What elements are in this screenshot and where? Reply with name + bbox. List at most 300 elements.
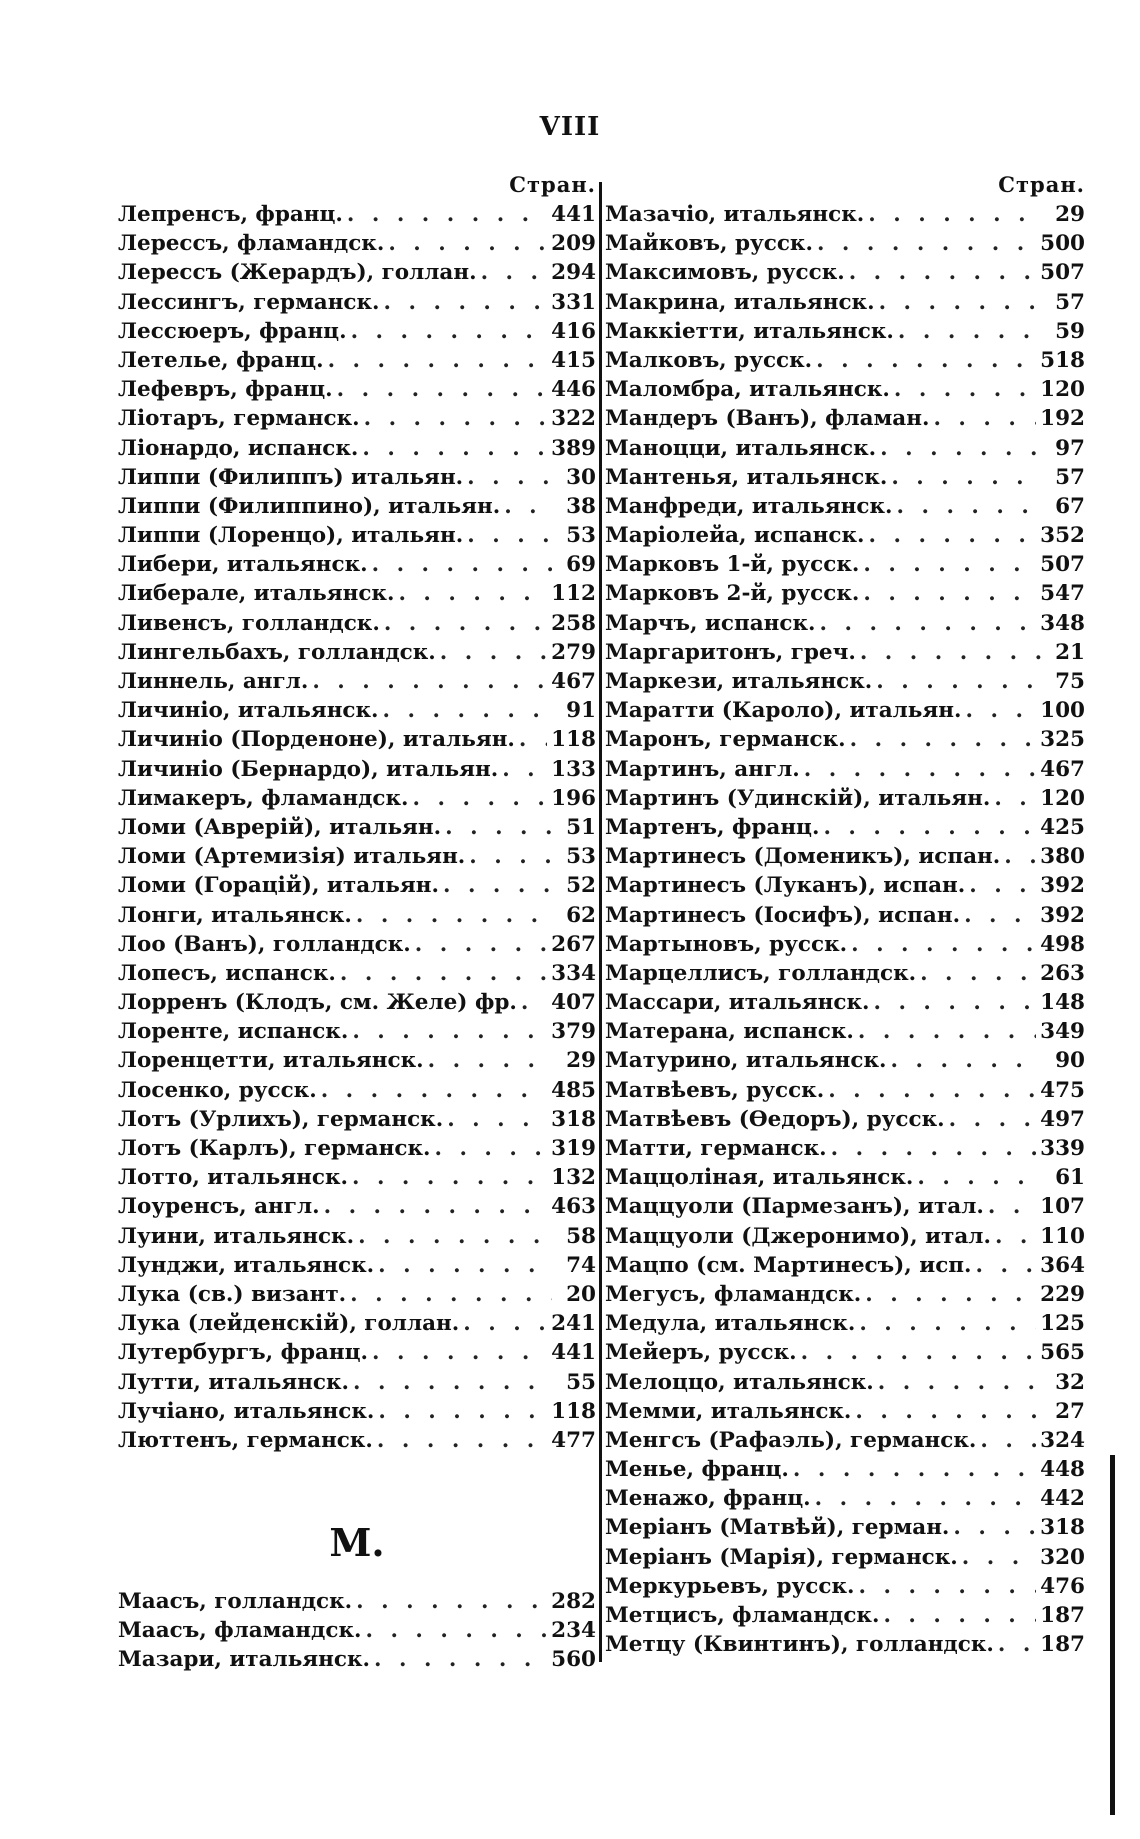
leader-dots xyxy=(962,696,1037,725)
entry-name: Маккіетти, итальянск. xyxy=(605,318,894,344)
leader-dots xyxy=(845,258,1036,287)
index-entry xyxy=(118,1222,596,1251)
leader-dots xyxy=(360,404,548,433)
entry-page: 187 xyxy=(1040,1632,1085,1658)
entry-name: Мантенья, итальянск. xyxy=(605,464,888,490)
index-entry xyxy=(605,1513,1085,1542)
entry-page: 57 xyxy=(1055,289,1085,315)
leader-dots xyxy=(465,842,552,871)
leader-dots xyxy=(349,1368,552,1397)
entry-name: Лессюеръ, франц. xyxy=(118,318,347,344)
entry-page: 67 xyxy=(1055,493,1085,519)
leader-dots xyxy=(887,463,1041,492)
entry-name: Лонги, итальянск. xyxy=(118,902,352,928)
index-entry xyxy=(605,229,1085,258)
leader-dots xyxy=(346,1280,552,1309)
entry-page: 294 xyxy=(551,260,596,286)
entry-name: Мацпо (см. Мартинесъ), исп. xyxy=(605,1252,972,1278)
entry-name: Лутти, итальянск. xyxy=(118,1369,350,1395)
entry-page: 497 xyxy=(1040,1106,1085,1132)
entry-page: 467 xyxy=(551,669,596,694)
leader-dots xyxy=(854,1017,1036,1046)
entry-name: Ліонардо, испанск. xyxy=(118,435,359,461)
leader-dots xyxy=(813,229,1036,258)
leader-dots xyxy=(958,1543,1036,1572)
index-entry xyxy=(605,1046,1085,1075)
entry-name: Ліотаръ, германск. xyxy=(118,406,360,432)
entry-page: 331 xyxy=(551,289,596,315)
index-entry xyxy=(118,1616,596,1645)
leader-dots xyxy=(879,1601,1036,1630)
index-entry xyxy=(605,1543,1085,1572)
entry-name: Малковъ, русск. xyxy=(605,347,813,373)
entry-name: Люттенъ, германск. xyxy=(118,1427,373,1453)
entry-name: Маццуоли (Пармезанъ), итал. xyxy=(605,1194,984,1220)
index-entry xyxy=(605,871,1085,900)
index-entry xyxy=(118,988,596,1017)
index-entry xyxy=(118,1251,596,1280)
index-entry xyxy=(118,404,596,433)
entry-page: 349 xyxy=(1040,1019,1085,1045)
entry-name: Максимовъ, русск. xyxy=(605,260,845,286)
entry-page: 477 xyxy=(551,1427,596,1453)
index-entry xyxy=(118,1645,596,1674)
entry-name: Массари, итальянск. xyxy=(605,990,870,1016)
index-entry xyxy=(118,1587,596,1616)
leader-dots xyxy=(991,1222,1036,1251)
leader-dots xyxy=(893,492,1042,521)
entry-page: 229 xyxy=(1040,1281,1085,1307)
index-entry xyxy=(605,1455,1085,1484)
entry-page: 61 xyxy=(1055,1165,1085,1191)
index-entry xyxy=(118,1426,596,1455)
entry-page: 441 xyxy=(551,1340,596,1366)
right-column xyxy=(605,170,1085,1659)
entry-name: Мартенъ, франц. xyxy=(605,814,820,840)
entry-page: 565 xyxy=(1040,1340,1085,1366)
index-entry xyxy=(605,200,1085,229)
entry-page: 507 xyxy=(1040,552,1085,578)
index-entry xyxy=(118,375,596,404)
entry-name: Маратти (Кароло), итальян. xyxy=(605,698,962,724)
entry-name: Лерессъ, фламандск. xyxy=(118,231,385,257)
index-entry xyxy=(118,1046,596,1075)
entry-name: Мартыновъ, русск. xyxy=(605,931,848,957)
index-entry xyxy=(118,200,596,229)
index-entry xyxy=(605,1572,1085,1601)
entry-page: 196 xyxy=(551,785,596,811)
index-entry xyxy=(605,813,1085,842)
leader-dots xyxy=(875,288,1041,317)
index-entry xyxy=(605,1222,1085,1251)
entry-page: 107 xyxy=(1040,1194,1085,1220)
index-entry xyxy=(605,1192,1085,1221)
entry-name: Мазари, итальянск. xyxy=(118,1647,371,1673)
entry-name: Линнель, англ. xyxy=(118,669,309,694)
entry-name: Липпи (Филиппъ) итальян. xyxy=(118,464,464,490)
leader-dots xyxy=(859,579,1036,608)
entry-name: Мартинъ (Удинскій), итальян. xyxy=(605,785,991,811)
entry-name: Матти, германск. xyxy=(605,1136,827,1161)
entry-page: 463 xyxy=(551,1194,596,1220)
index-entry xyxy=(605,1017,1085,1046)
entry-name: Метцисъ, фламандск. xyxy=(605,1603,880,1628)
leader-dots xyxy=(333,375,547,404)
entry-page: 58 xyxy=(566,1223,596,1249)
leader-dots xyxy=(394,579,547,608)
entry-page: 125 xyxy=(1040,1311,1085,1337)
leader-dots xyxy=(308,667,547,696)
leader-dots xyxy=(424,1046,552,1075)
entry-name: Матурино, итальянск. xyxy=(605,1048,887,1074)
index-entry xyxy=(605,463,1085,492)
entry-name: Липпи (Лоренцо), итальян. xyxy=(118,523,464,549)
entry-page: 132 xyxy=(551,1165,596,1191)
entry-name: Либери, итальянск. xyxy=(118,552,368,578)
leader-dots xyxy=(380,609,547,638)
entry-name: Лотто, итальянск. xyxy=(118,1165,348,1191)
entry-name: Лучіано, итальянск. xyxy=(118,1398,375,1424)
leader-dots xyxy=(336,959,547,988)
entry-page: 38 xyxy=(566,493,596,519)
index-entry xyxy=(118,1309,596,1338)
index-entry xyxy=(605,550,1085,579)
leader-dots xyxy=(824,1076,1036,1105)
entry-page: 263 xyxy=(1040,960,1085,986)
leader-dots xyxy=(515,725,547,754)
index-entry xyxy=(118,1192,596,1221)
index-entry xyxy=(605,404,1085,433)
entry-name: Лимакеръ, фламандск. xyxy=(118,785,409,811)
leader-dots xyxy=(441,813,552,842)
entry-page: 29 xyxy=(1055,202,1085,227)
entry-page: 407 xyxy=(551,990,596,1016)
entry-name: Маццоліная, итальянск. xyxy=(605,1165,914,1191)
entry-name: Маццуоли (Джеронимо), итал. xyxy=(605,1223,991,1249)
entry-page: 74 xyxy=(566,1252,596,1278)
entry-page: 62 xyxy=(566,902,596,928)
entry-name: Марчъ, испанск. xyxy=(605,610,816,636)
leader-dots xyxy=(811,1484,1036,1513)
entry-name: Ливенсъ, голландск. xyxy=(118,610,380,636)
index-entry xyxy=(605,1368,1085,1397)
entry-name: Манфреди, итальянск. xyxy=(605,493,893,519)
entry-page: 318 xyxy=(551,1106,596,1132)
leader-dots xyxy=(864,200,1041,229)
index-entry xyxy=(118,579,596,608)
leader-dots xyxy=(855,1572,1037,1601)
entry-page: 322 xyxy=(551,406,596,432)
leader-dots xyxy=(913,1163,1041,1192)
index-entry xyxy=(118,667,596,696)
leader-dots xyxy=(990,784,1036,813)
leader-dots xyxy=(368,550,552,579)
entry-page: 446 xyxy=(551,377,596,403)
leader-dots xyxy=(797,1338,1037,1367)
entry-name: Маасъ, фламандск. xyxy=(118,1618,362,1644)
entry-page: 507 xyxy=(1040,260,1085,286)
entry-name: Маноцци, итальянск. xyxy=(605,435,877,461)
entry-name: Мартинъ, англ. xyxy=(605,756,800,782)
entry-page: 325 xyxy=(1040,727,1085,753)
entry-page: 112 xyxy=(551,581,596,607)
leader-dots xyxy=(324,346,548,375)
entry-name: Мейеръ, русск. xyxy=(605,1340,797,1366)
index-entry xyxy=(118,1105,596,1134)
right-entry-list xyxy=(605,200,1085,1659)
index-entry xyxy=(118,1280,596,1309)
entry-page: 318 xyxy=(1040,1515,1085,1541)
entry-page: 32 xyxy=(1055,1369,1085,1395)
entry-name: Ломи (Аврерій), итальян. xyxy=(118,814,442,840)
entry-name: Матерана, испанск. xyxy=(605,1019,854,1045)
entry-name: Лотъ (Карлъ), германск. xyxy=(118,1136,431,1161)
entry-name: Меріанъ (Марія), германск. xyxy=(605,1544,958,1570)
entry-page: 59 xyxy=(1055,318,1085,344)
entry-page: 53 xyxy=(566,844,596,870)
index-entry xyxy=(118,521,596,550)
entry-page: 120 xyxy=(1040,377,1085,403)
entry-name: Мартинесъ (Доменикъ), испан. xyxy=(605,844,1001,870)
index-entry xyxy=(118,784,596,813)
index-entry xyxy=(605,346,1085,375)
index-entry xyxy=(118,930,596,959)
index-entry xyxy=(605,842,1085,871)
entry-page: 52 xyxy=(566,873,596,899)
leader-dots xyxy=(430,1134,547,1163)
entry-name: Луини, итальянск. xyxy=(118,1223,355,1249)
entry-page: 380 xyxy=(1040,844,1085,870)
entry-page: 392 xyxy=(1040,902,1085,928)
entry-page: 192 xyxy=(1040,406,1085,432)
leader-dots xyxy=(317,1076,547,1105)
leader-dots xyxy=(1000,842,1036,871)
entry-page: 30 xyxy=(566,464,596,490)
leader-dots xyxy=(411,930,547,959)
entry-name: Мегусъ, фламандск. xyxy=(605,1281,862,1307)
index-entry xyxy=(605,901,1085,930)
entry-name: Летелье, франц. xyxy=(118,347,324,373)
entry-name: Ломи (Горацій), итальян. xyxy=(118,873,439,899)
entry-page: 416 xyxy=(551,318,596,344)
entry-name: Марковъ 2-й, русск. xyxy=(605,581,860,607)
index-entry xyxy=(605,1076,1085,1105)
index-entry xyxy=(118,871,596,900)
entry-name: Лунджи, итальянск. xyxy=(118,1252,375,1278)
entry-name: Лерессъ (Жерардъ), голлан. xyxy=(118,260,477,286)
index-entry xyxy=(118,696,596,725)
entry-name: Лука (св.) визант. xyxy=(118,1281,347,1307)
index-entry xyxy=(118,550,596,579)
leader-dots xyxy=(320,1192,548,1221)
leader-dots xyxy=(343,200,547,229)
index-entry xyxy=(605,755,1085,784)
leader-dots xyxy=(976,1426,1036,1455)
leader-dots xyxy=(984,1192,1036,1221)
page-edge-mark xyxy=(1110,1455,1115,1815)
leader-dots xyxy=(347,317,548,346)
index-entry xyxy=(605,988,1085,1017)
index-entry xyxy=(118,959,596,988)
index-entry xyxy=(605,1426,1085,1455)
leader-dots xyxy=(929,404,1036,433)
entry-page: 415 xyxy=(551,347,596,373)
index-entry xyxy=(118,1017,596,1046)
entry-page: 498 xyxy=(1040,931,1085,957)
leader-dots xyxy=(872,667,1041,696)
entry-name: Маріолейа, испанск. xyxy=(605,523,865,549)
entry-name: Липпи (Филиппино), итальян. xyxy=(118,493,501,519)
entry-name: Лорренъ (Клодъ, см. Желе) фр. xyxy=(118,990,517,1016)
entry-page: 475 xyxy=(1040,1077,1085,1103)
index-entry xyxy=(118,1338,596,1367)
entry-page: 267 xyxy=(551,931,596,957)
entry-name: Менажо, франц. xyxy=(605,1486,811,1512)
entry-page: 560 xyxy=(551,1647,596,1673)
index-entry xyxy=(605,1601,1085,1630)
leader-dots xyxy=(876,434,1041,463)
index-entry xyxy=(118,1076,596,1105)
leader-dots xyxy=(348,1017,547,1046)
leader-dots xyxy=(874,1368,1041,1397)
index-entry xyxy=(605,930,1085,959)
entry-name: Либерале, итальянск. xyxy=(118,581,395,607)
leader-dots xyxy=(477,258,548,287)
entry-page: 148 xyxy=(1040,990,1085,1016)
leader-dots xyxy=(517,988,547,1017)
leader-dots xyxy=(436,638,547,667)
entry-page: 57 xyxy=(1055,464,1085,490)
leader-dots xyxy=(409,784,548,813)
entry-name: Метцу (Квинтинъ), голландск. xyxy=(605,1632,994,1658)
entry-name: Мазачіо, итальянск. xyxy=(605,202,865,227)
entry-page: 448 xyxy=(1040,1457,1085,1483)
entry-name: Лефевръ, франц. xyxy=(118,377,333,403)
entry-name: Лопесъ, испанск. xyxy=(118,960,336,986)
leader-dots xyxy=(861,1280,1036,1309)
entry-page: 110 xyxy=(1040,1223,1085,1249)
index-entry xyxy=(605,258,1085,287)
entry-name: Лука (лейденскій), голлан. xyxy=(118,1311,460,1337)
entry-name: Марковъ 1-й, русск. xyxy=(605,552,860,578)
entry-name: Менье, франц. xyxy=(605,1457,789,1483)
section-letter: М. xyxy=(329,1520,385,1566)
entry-page: 29 xyxy=(566,1048,596,1074)
leader-dots xyxy=(972,1251,1037,1280)
index-entry xyxy=(118,229,596,258)
leader-dots xyxy=(384,229,547,258)
leader-dots xyxy=(856,638,1041,667)
leader-dots xyxy=(859,550,1036,579)
left-column xyxy=(118,170,596,1675)
leader-dots xyxy=(827,1134,1036,1163)
entry-page: 389 xyxy=(551,435,596,461)
index-entry xyxy=(605,579,1085,608)
entry-page: 69 xyxy=(566,552,596,578)
index-entry xyxy=(118,1397,596,1426)
index-entry xyxy=(118,492,596,521)
entry-name: Лотъ (Урлихъ), германск. xyxy=(118,1106,444,1132)
entry-page: 485 xyxy=(551,1077,596,1103)
leader-dots xyxy=(358,434,547,463)
entry-page: 118 xyxy=(551,727,596,753)
leader-dots xyxy=(916,959,1036,988)
entry-page: 91 xyxy=(566,698,596,724)
index-entry xyxy=(118,288,596,317)
entry-name: Личиніо (Порденоне), итальян. xyxy=(118,727,515,753)
leader-dots xyxy=(368,1338,547,1367)
entry-page: 547 xyxy=(1040,581,1085,607)
leader-dots xyxy=(890,375,1036,404)
entry-name: Мелоццо, итальянск. xyxy=(605,1369,874,1395)
entry-name: Меріанъ (Матвѣй), герман. xyxy=(605,1515,950,1541)
leader-dots xyxy=(887,1046,1041,1075)
entry-name: Личиніо (Бернардо), итальян. xyxy=(118,756,499,782)
page-number: VIII xyxy=(539,112,601,142)
left-entry-list-after xyxy=(118,1587,596,1675)
entry-name: Лоуренсъ, англ. xyxy=(118,1194,320,1220)
index-entry xyxy=(605,609,1085,638)
index-entry xyxy=(605,492,1085,521)
entry-name: Маронъ, германск. xyxy=(605,727,846,753)
column-header-right: Стран. xyxy=(998,172,1085,197)
index-entry xyxy=(605,1251,1085,1280)
entry-page: 209 xyxy=(551,231,596,257)
index-entry xyxy=(605,1134,1085,1163)
entry-page: 118 xyxy=(551,1398,596,1424)
entry-name: Лосенко, русск. xyxy=(118,1077,317,1103)
index-entry xyxy=(605,1309,1085,1338)
leader-dots xyxy=(819,813,1036,842)
entry-page: 442 xyxy=(1040,1486,1085,1512)
leader-dots xyxy=(459,1309,547,1338)
entry-page: 90 xyxy=(1055,1048,1085,1074)
leader-dots xyxy=(380,288,548,317)
entry-name: Макрина, итальянск. xyxy=(605,289,875,315)
entry-page: 425 xyxy=(1040,814,1085,840)
entry-page: 441 xyxy=(551,202,596,227)
entry-name: Маргаритонъ, греч. xyxy=(605,639,856,665)
entry-page: 320 xyxy=(1040,1544,1085,1570)
index-entry xyxy=(605,1280,1085,1309)
entry-page: 279 xyxy=(551,639,596,665)
leader-dots xyxy=(352,901,552,930)
leader-dots xyxy=(855,1309,1036,1338)
entry-name: Лоренте, испанск. xyxy=(118,1019,349,1045)
leader-dots xyxy=(374,1397,547,1426)
leader-dots xyxy=(348,1163,547,1192)
entry-page: 20 xyxy=(566,1281,596,1307)
index-entry xyxy=(118,258,596,287)
entry-page: 75 xyxy=(1055,669,1085,694)
leader-dots xyxy=(352,1587,547,1616)
index-entry xyxy=(605,1163,1085,1192)
leader-dots xyxy=(851,1397,1041,1426)
entry-name: Мартинесъ (Іосифъ), испан. xyxy=(605,902,961,928)
index-entry xyxy=(605,638,1085,667)
entry-name: Личиніо, итальянск. xyxy=(118,698,379,724)
index-entry xyxy=(118,755,596,784)
leader-dots xyxy=(865,521,1037,550)
entry-name: Лингельбахъ, голландск. xyxy=(118,639,436,665)
leader-dots xyxy=(361,1616,547,1645)
entry-name: Лоо (Ванъ), голландск. xyxy=(118,931,411,957)
leader-dots xyxy=(847,930,1036,959)
index-entry xyxy=(605,1338,1085,1367)
column-header-left: Стран. xyxy=(509,172,596,197)
index-entry xyxy=(118,725,596,754)
index-entry xyxy=(118,317,596,346)
